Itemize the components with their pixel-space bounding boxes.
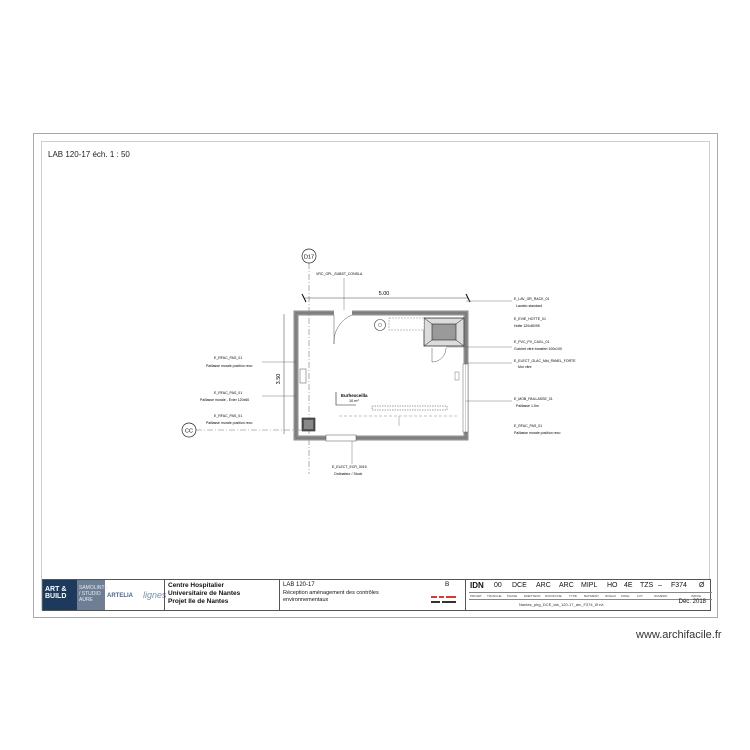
cartouche-code: – <box>658 582 662 589</box>
view-title: LAB 120-17 éch. 1 : 50 <box>48 150 130 159</box>
annotation-right-4-code: E_ELECT_GLAC_Mid_PANEL_FORTE <box>514 359 576 363</box>
title-block-divider-1 <box>164 580 165 610</box>
cartouche-header: NUMERO <box>654 594 668 598</box>
issue-date: Déc. 2018 <box>678 599 706 605</box>
cartouche-code: F374 <box>671 582 687 589</box>
art-and-build-logo <box>43 580 77 610</box>
bench-dashed <box>372 406 447 410</box>
cartouche-code: ARC <box>536 582 551 589</box>
cartouche-header: INDICE <box>691 594 702 598</box>
cartouche-header: LOT <box>637 594 643 598</box>
artelia-logo: ARTELIA <box>107 593 133 599</box>
cartouche-codes <box>469 582 712 591</box>
file-reference: Nantes_phg_DCE_lab_120-17_arc_F374_Ø.rvt <box>519 602 604 607</box>
annotation-right-2-text: Hotte 120x80/95 <box>514 324 540 328</box>
cartouche-code: TZS <box>640 582 654 589</box>
top-bench <box>389 318 424 330</box>
cartouche-code: Ø <box>699 582 705 589</box>
lignes-logo: lignes <box>143 590 167 600</box>
annotation-right-1-code: E_LAV_GR_RACK_01 <box>514 297 550 301</box>
drawing-sheet <box>33 133 718 618</box>
document-description: Réception aménagement des contrôles environnementaux <box>283 590 379 603</box>
cartouche-header: PHASE <box>507 594 518 598</box>
door-swing <box>334 315 352 344</box>
door-opening <box>334 310 352 316</box>
dimension-height-label: 3.50 <box>276 373 282 385</box>
revision-stamp-icon <box>431 592 461 606</box>
annotation-right-2-code: E_EVIE_HOTTE_01 <box>514 317 546 321</box>
annotation-bottom-code: E_ELECT_ECR_0015 <box>332 465 367 469</box>
client-name <box>168 582 240 606</box>
cartouche-header: NIVEAU <box>605 594 617 598</box>
grid-marker-left-label: CC <box>185 428 193 435</box>
cartouche-code: 4E <box>624 582 633 589</box>
annotation-right-6-code: E_RFAC_PAS_01 <box>514 424 543 428</box>
cartouche-code: DCE <box>512 582 527 589</box>
cartouche-code: HO <box>607 582 618 589</box>
sink <box>375 320 386 331</box>
cartouche-headers <box>469 592 712 598</box>
title-block-divider-2 <box>279 580 280 610</box>
annotation-right-5-code: E_MOB_PAILLASSE_01 <box>514 397 553 401</box>
cartouche-code: ARC <box>559 582 574 589</box>
cartouche-code: 00 <box>494 582 502 589</box>
annotation-bottom-text: Ordinateur / Stock <box>334 472 363 476</box>
annotation-right-3-code: E_PVC_PV_CAGL_01 <box>514 340 550 344</box>
corner-column-core <box>304 420 313 429</box>
annotation-left-2-code: E_RFAC_PAS_01 <box>214 391 243 395</box>
annotation-left-2-text: Paillasse murale - Évier 120x60 <box>200 398 250 402</box>
cartouche-header: BATIMENT <box>584 594 599 598</box>
cartouche-footer <box>469 599 712 610</box>
annotation-top-center: VRC_GPL_SUBST_CONSLA <box>316 272 363 276</box>
partners-logo <box>77 580 108 610</box>
cartouche-header: PROJET <box>470 594 482 598</box>
partners-logo-text: SAMOLINTE / STUDIO AURE <box>79 585 108 603</box>
hatch-swing <box>432 348 446 362</box>
title-block-divider-3 <box>465 580 466 610</box>
client-line-2: Universitaire de Nantes <box>168 590 241 597</box>
annotation-left-3-code: E_RFAC_PAS_01 <box>214 414 243 418</box>
annotation-right-6-text: Paillasse murale position reco <box>514 431 561 435</box>
cartouche-header: ZONE <box>621 594 630 598</box>
annotation-left-1-text: Paillasse murale position reco <box>206 364 253 368</box>
cartouche-header: DISCIPLINE <box>545 594 562 598</box>
floor-plan <box>34 134 719 579</box>
room-name: Eurhexceilla <box>341 393 368 398</box>
cartouche-header: TRANCHE <box>487 594 502 598</box>
art-and-build-logo-text: ART & BUILD <box>45 586 67 600</box>
cartouche-code: MIPL <box>581 582 598 589</box>
cartouche-header: TYPE <box>569 594 577 598</box>
client-line-1: Centre Hospitalier <box>168 582 224 589</box>
fume-hood-core <box>432 324 456 340</box>
annotation-left-3-text: Paillasse murale position reco <box>206 421 253 425</box>
room-area: 10 m² <box>349 399 359 403</box>
annotation-right-4-text: Mur vitre <box>518 365 532 369</box>
grid-marker-top-label: D17 <box>303 254 315 261</box>
title-block <box>42 579 711 611</box>
client-line-3: Projet Ile de Nantes <box>168 598 229 605</box>
watermark[interactable]: www.archifacile.fr <box>636 629 722 641</box>
annotation-right-1-text: Lavabo standard <box>516 304 543 308</box>
annotation-right-3-text: Guichet vitré transfert 100x100 <box>514 347 562 351</box>
cartouche-header: EMETTEUR <box>524 594 541 598</box>
bottom-window <box>326 435 356 441</box>
left-fixture <box>300 369 306 383</box>
revision-index: B <box>445 581 450 588</box>
cartouche-code: IDN <box>470 581 484 590</box>
right-fixture <box>455 372 459 380</box>
dimension-width-label: 5.00 <box>378 291 390 297</box>
annotation-right-5-text: Paillasse 1.5m <box>516 404 539 408</box>
annotation-left-1-code: E_RFAC_PAS_01 <box>214 356 243 360</box>
document-code: LAB 120-17 <box>283 582 315 588</box>
